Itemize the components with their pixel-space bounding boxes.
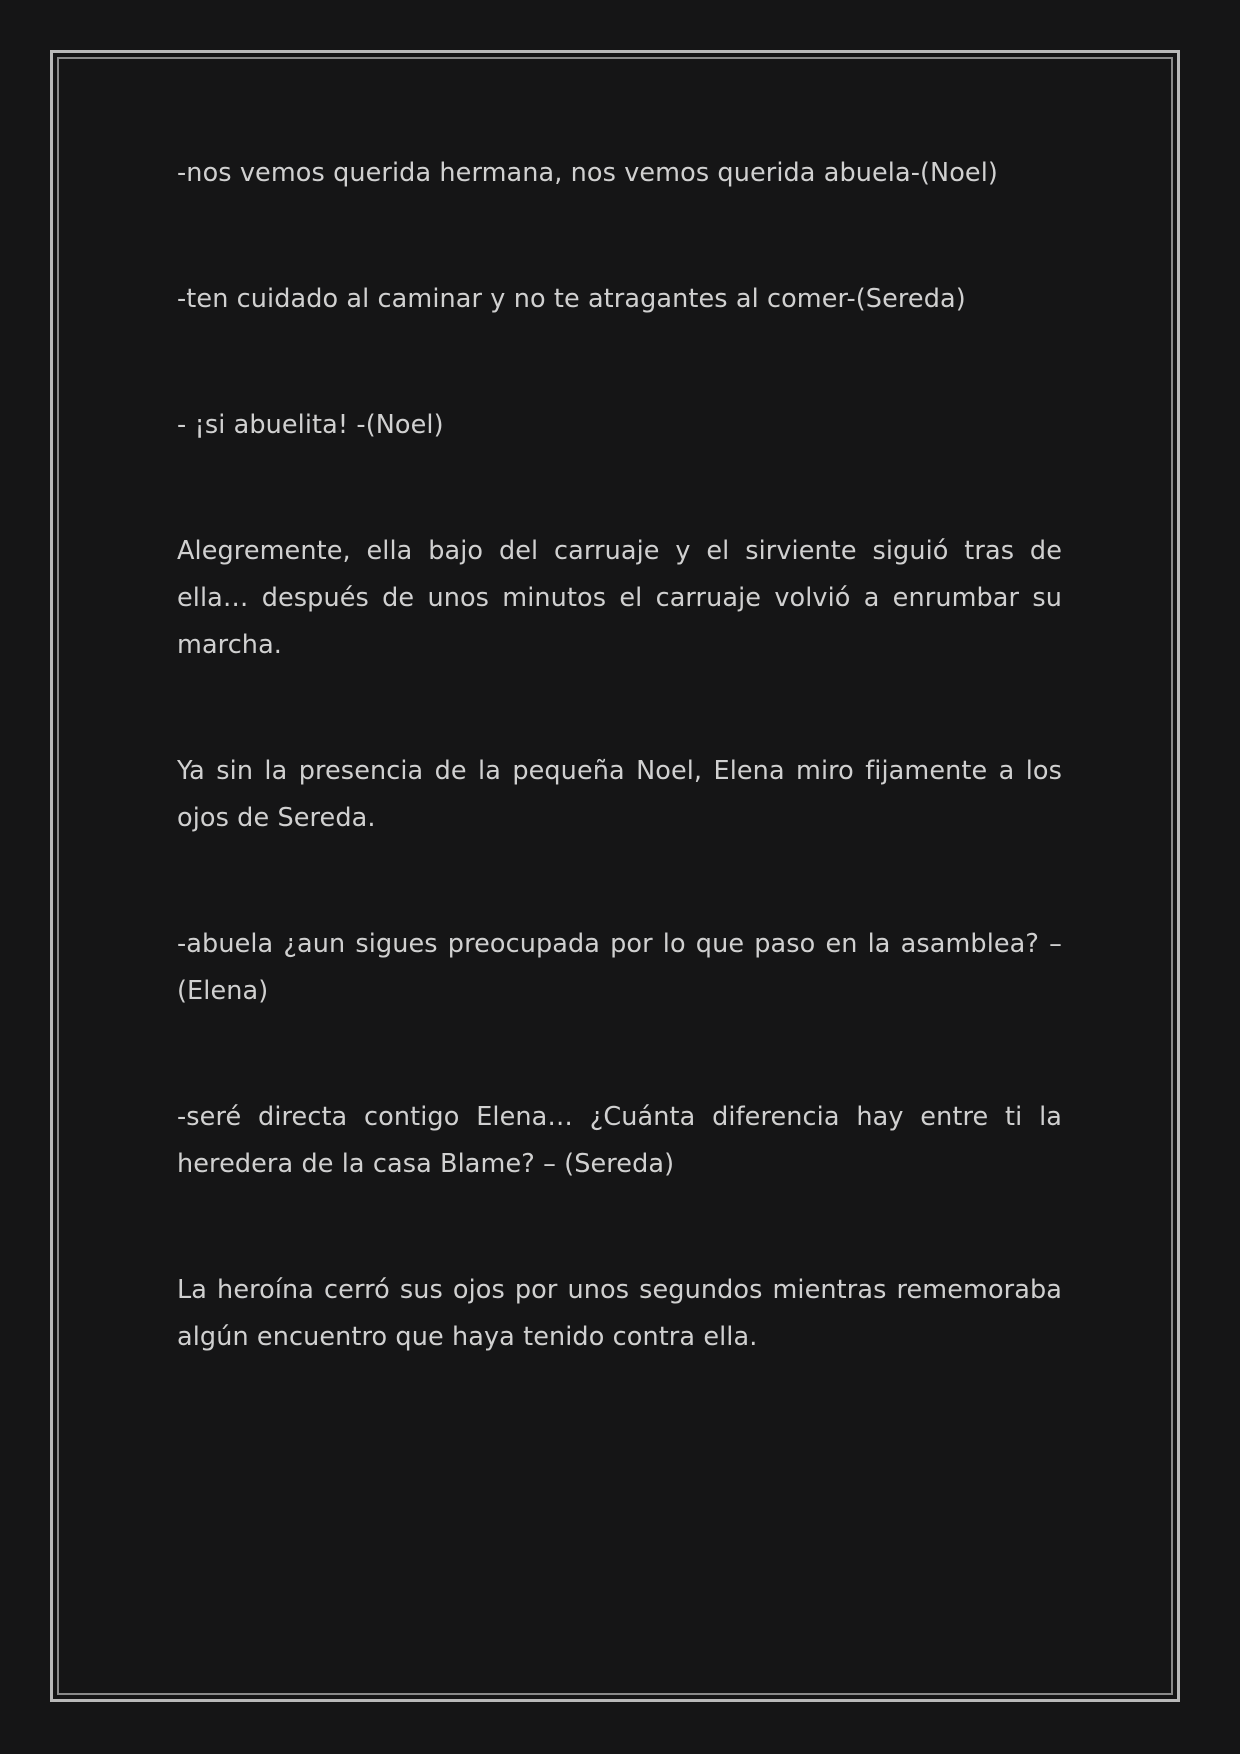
dialogue-line: -nos vemos querida hermana, nos vemos querida abuela-(Noel) (177, 158, 998, 188)
story-text (177, 150, 1062, 1440)
dialogue-line: -abuela ¿aun sigues preocupada por lo que paso en la asamblea? –(Elena) (177, 929, 1062, 1006)
dialogue-line: -ten cuidado al caminar y no te atragantes al comer-(Sereda) (177, 284, 966, 314)
narration-paragraph: Ya sin la presencia de la pequeña Noel, Elena miro fijamente a los ojos de Sereda. (177, 756, 1062, 833)
dialogue-line: - ¡si abuelita! -(Noel) (177, 410, 444, 440)
narration-paragraph: La heroína cerró sus ojos por unos segundos mientras rememoraba algún encuentro que haya tenido contra ella. (177, 1275, 1062, 1352)
narration-paragraph: Alegremente, ella bajo del carruaje y el sirviente siguió tras de ella… después de unos minutos el carruaje volvió a enrumbar su marcha. (177, 536, 1062, 660)
dialogue-line: -seré directa contigo Elena… ¿Cuánta diferencia hay entre ti la heredera de la casa Blame? – (Sereda) (177, 1102, 1062, 1179)
